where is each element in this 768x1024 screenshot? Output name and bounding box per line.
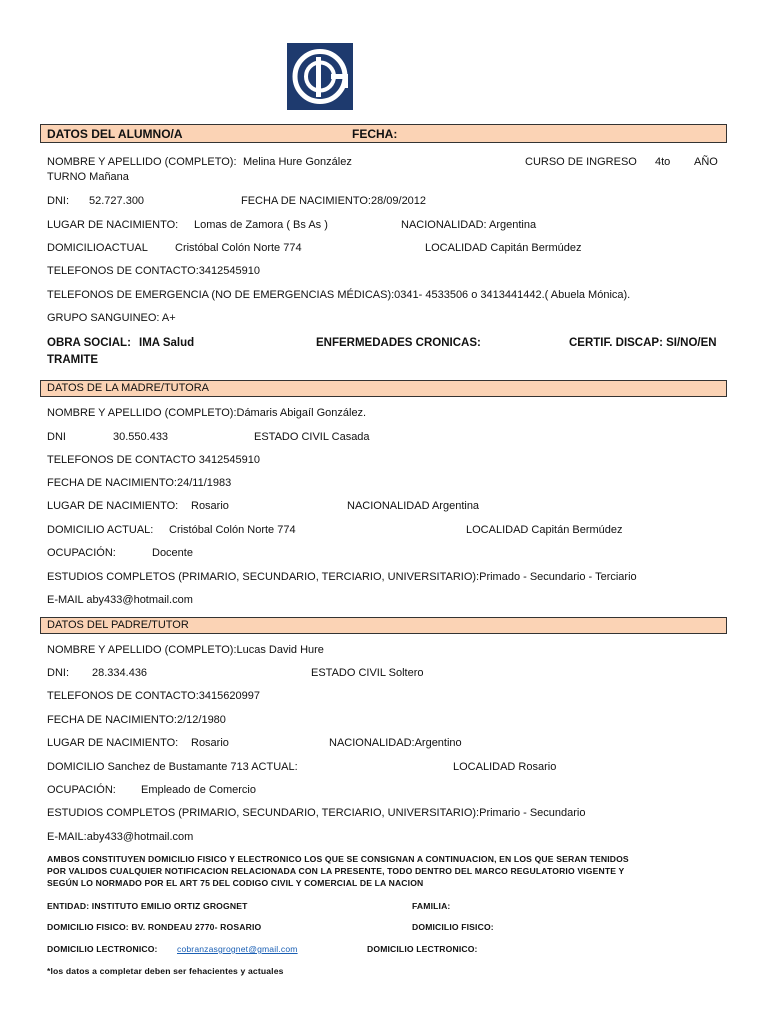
family-physical-address: DOMICILIO FISICO: — [412, 922, 494, 932]
father-name: NOMBRE Y APELLIDO (COMPLETO):Lucas David Hure — [47, 644, 324, 656]
father-birthdate: FECHA DE NACIMIENTO:2/12/1980 — [47, 714, 226, 726]
year-label: AÑO — [694, 156, 718, 168]
student-birthplace-label: LUGAR DE NACIMIENTO: — [47, 219, 179, 231]
course-value: 4to — [655, 156, 671, 168]
mother-phones: TELEFONOS DE CONTACTO 3412545910 — [47, 454, 260, 466]
family-electronic-address: DOMICILIO LECTRONICO: — [367, 944, 478, 954]
student-phones: TELEFONOS DE CONTACTO:3412545910 — [47, 265, 260, 277]
student-dni-value: 52.727.300 — [89, 195, 145, 207]
mother-occupation-label: OCUPACIÓN: — [47, 547, 116, 559]
student-section-title: DATOS DEL ALUMNO/A — [47, 127, 183, 141]
father-phones: TELEFONOS DE CONTACTO:3415620997 — [47, 690, 260, 702]
father-birthplace-label: LUGAR DE NACIMIENTO: — [47, 737, 179, 749]
student-birthplace-value: Lomas de Zamora ( Bs As ) — [194, 219, 328, 231]
student-address-label: DOMICILIOACTUAL — [47, 242, 148, 254]
chronic-diseases-label: ENFERMEDADES CRONICAS: — [316, 337, 481, 349]
footnote: *los datos a completar deben ser fehacientes y actuales — [47, 966, 284, 976]
father-dni-label: DNI: — [47, 667, 69, 679]
student-name-value: Melina Hure González — [243, 156, 352, 168]
mother-address-value: Cristóbal Colón Norte 774 — [169, 524, 296, 536]
father-address: DOMICILIO Sanchez de Bustamante 713 ACTUAL: — [47, 761, 298, 773]
family-label: FAMILIA: — [412, 901, 451, 911]
father-occupation-label: OCUPACIÓN: — [47, 784, 116, 796]
disability-cert-tramite: TRAMITE — [47, 354, 99, 366]
mother-studies: ESTUDIOS COMPLETOS (PRIMARIO, SECUNDARIO, TERCIARIO, UNIVERSITARIO):Primado - Secundario - Terciario — [47, 571, 637, 583]
course-label: CURSO DE INGRESO — [525, 156, 637, 168]
mother-civil-status: ESTADO CIVIL Casada — [254, 431, 370, 443]
mother-dni-label: DNI — [47, 431, 66, 443]
mother-nationality: NACIONALIDAD Argentina — [347, 500, 480, 512]
father-birthplace-value: Rosario — [191, 737, 229, 749]
legal-text-line-3: SEGÚN LO NORMADO POR EL ART 75 DEL CODIGO CIVIL Y COMERCIAL DE LA NACION — [47, 878, 424, 888]
father-civil-status: ESTADO CIVIL Soltero — [311, 667, 424, 679]
mother-birthplace-label: LUGAR DE NACIMIENTO: — [47, 500, 179, 512]
entity-label: ENTIDAD: INSTITUTO EMILIO ORTIZ GROGNET — [47, 901, 248, 911]
student-blood-group: GRUPO SANGUINEO: A+ — [47, 312, 176, 324]
student-dni-label: DNI: — [47, 195, 69, 207]
school-logo — [287, 43, 353, 110]
institution-physical-address: DOMICILIO FISICO: BV. RONDEAU 2770- ROSARIO — [47, 922, 262, 932]
legal-text-line-2: POR VALIDOS CUALQUIER NOTIFICACION RELACIONADA CON LA PRESENTE, TODO DENTRO DEL MARCO REGULATORIO VIGENTE Y — [47, 866, 625, 876]
father-section-header — [40, 617, 727, 634]
mother-section-title: DATOS DE LA MADRE/TUTORA — [47, 382, 209, 394]
student-locality: LOCALIDAD Capitán Bermúdez — [425, 242, 582, 254]
student-shift: TURNO Mañana — [47, 171, 129, 183]
legal-text-line-1: AMBOS CONSTITUYEN DOMICILIO FISICO Y ELECTRONICO LOS QUE SE CONSIGNAN A CONTINUACION, EN LOS QUE SERAN TENIDOS — [47, 854, 629, 864]
health-insurance-label: OBRA SOCIAL: — [47, 337, 131, 349]
student-birthdate: FECHA DE NACIMIENTO:28/09/2012 — [241, 195, 427, 207]
institution-electronic-address-label: DOMICILIO LECTRONICO: — [47, 944, 158, 954]
health-insurance-value: IMA Salud — [139, 337, 195, 349]
student-section-header — [40, 124, 727, 143]
father-locality: LOCALIDAD Rosario — [453, 761, 557, 773]
mother-address-label: DOMICILIO ACTUAL: — [47, 524, 154, 536]
student-name-label: NOMBRE Y APELLIDO (COMPLETO): — [47, 156, 237, 168]
student-address-value: Cristóbal Colón Norte 774 — [175, 242, 302, 254]
mother-birthdate: FECHA DE NACIMIENTO:24/11/1983 — [47, 477, 232, 489]
mother-section-header — [40, 380, 727, 397]
student-nationality: NACIONALIDAD: Argentina — [401, 219, 537, 231]
mother-occupation-value: Docente — [152, 547, 193, 559]
father-dni-value: 28.334.436 — [92, 667, 148, 679]
father-nationality: NACIONALIDAD:Argentino — [329, 737, 462, 749]
mother-name: NOMBRE Y APELLIDO (COMPLETO):Dámaris Abigaíl González. — [47, 407, 367, 419]
mother-locality: LOCALIDAD Capitán Bermúdez — [466, 524, 623, 536]
logo-emblem — [287, 43, 353, 110]
father-section-title: DATOS DEL PADRE/TUTOR — [47, 619, 189, 631]
fecha-label: FECHA: — [352, 127, 398, 141]
father-occupation-value: Empleado de Comercio — [141, 784, 256, 796]
student-emergency-phones: TELEFONOS DE EMERGENCIA (NO DE EMERGENCIAS MÉDICAS):0341- 4533506 o 3413441442.( Abuela Mónica). — [47, 289, 631, 301]
mother-dni-value: 30.550.433 — [113, 431, 169, 443]
mother-birthplace-value: Rosario — [191, 500, 229, 512]
disability-cert-label: CERTIF. DISCAP: SI/NO/EN — [569, 337, 717, 349]
mother-email: E-MAIL aby433@hotmail.com — [47, 594, 193, 606]
institution-email-link[interactable]: cobranzasgrognet@gmail.com — [177, 944, 298, 954]
father-studies: ESTUDIOS COMPLETOS (PRIMARIO, SECUNDARIO, TERCIARIO, UNIVERSITARIO):Primario - Secundario — [47, 807, 586, 819]
father-email: E-MAIL:aby433@hotmail.com — [47, 831, 194, 843]
